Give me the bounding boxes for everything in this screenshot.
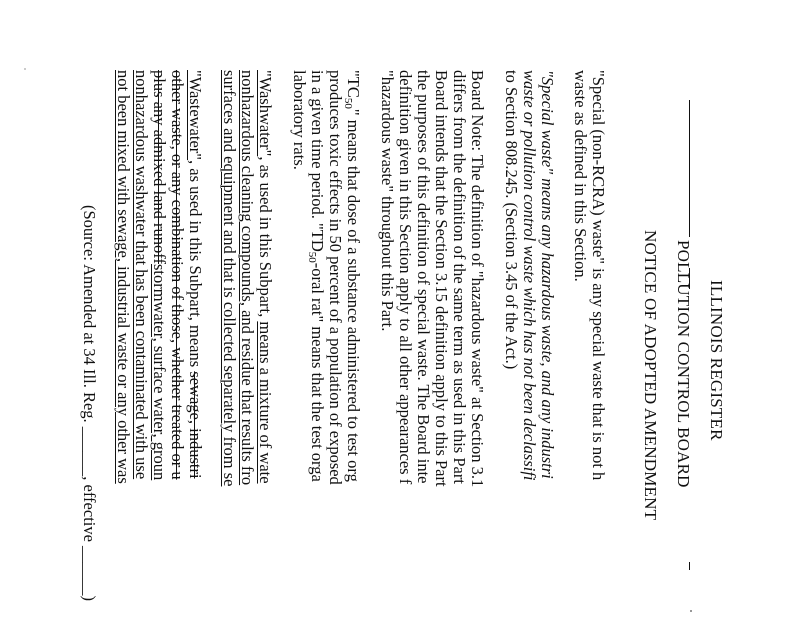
special-waste-line-1 bbox=[538, 70, 556, 479]
washwater-line-1 bbox=[256, 70, 274, 484]
wastewater-line-2: other waste, or any combination of those, whether treated or u bbox=[168, 70, 187, 480]
washwater-scope: , as used in this Subpart, bbox=[256, 156, 275, 322]
wastewater-line-4: nonhazardous washwater that has been contaminated with use bbox=[132, 70, 151, 480]
margin-rule-3 bbox=[689, 562, 690, 570]
margin-rule-1 bbox=[689, 100, 690, 237]
special-waste-text-1: "Special waste" means any hazardous waste, and any industri bbox=[538, 70, 557, 479]
tc50-label: "TC bbox=[344, 70, 363, 98]
board-note-line-5: definition given in this Section apply to all other appearances f bbox=[396, 70, 415, 485]
register-title: ILLINOIS REGISTER bbox=[707, 280, 726, 441]
washwater-line-2: nonhazardous cleaning compounds, and residue that results fro bbox=[238, 70, 257, 486]
source-note: (Source: Amended at 34 Ill. Reg. ______, effective ______) bbox=[80, 205, 99, 602]
td50-text: -oral rat" means that the test orga bbox=[308, 262, 327, 482]
scan-speck-2 bbox=[24, 68, 26, 70]
washwater-term: "Washwater" bbox=[256, 70, 275, 157]
wastewater-line-3 bbox=[150, 70, 168, 480]
tc50-text: " means that dose of a substance administered to test org bbox=[344, 108, 363, 482]
tc50-line-4: laboratory rats. bbox=[290, 70, 309, 170]
td50-subscript: 50 bbox=[306, 251, 318, 263]
tc50-subscript: 50 bbox=[342, 97, 354, 109]
scan-speck bbox=[690, 610, 692, 612]
wastewater-deleted-3: plus any admixed land runoff bbox=[150, 70, 169, 264]
wastewater-line-1 bbox=[186, 70, 204, 479]
special-waste-line-3: to Section 808.245. (Section 3.45 of the Act.) bbox=[502, 70, 521, 370]
tc50-line-2: produces toxic effects in 50 percent of a population of exposed bbox=[326, 70, 345, 485]
board-note-line-3: Board intends that the Section 3.15 definition apply to this Part bbox=[432, 70, 451, 487]
wastewater-line-5: not been mixed with sewage, industrial waste or any other was bbox=[114, 70, 133, 484]
tc50-line-1 bbox=[344, 70, 362, 482]
wastewater-added-3: stormwater, surface water, groun bbox=[150, 264, 169, 481]
board-note-line-2: differs from the definition of the same term as used in this Part bbox=[450, 70, 469, 484]
td50-prefix: in a given time period. "TD bbox=[308, 70, 327, 252]
board-note-line-4: the purposes of this definition of special waste. The Board inte bbox=[414, 70, 433, 484]
wastewater-term: "Wastewater" bbox=[186, 70, 205, 161]
board-note-line-1: Board Note: The definition of "hazardous waste" at Section 3.1 bbox=[468, 70, 487, 488]
board-title: POLLUTION CONTROL BOARD bbox=[674, 240, 693, 488]
washwater-definition-start: means a mixture of wate bbox=[256, 321, 275, 484]
wastewater-deleted-1: sewage, industri bbox=[186, 371, 205, 479]
wastewater-scope: , as used in this Subpart, means bbox=[186, 160, 205, 372]
special-waste-text-2: waste or pollution control waste which has not been declassifi bbox=[520, 70, 539, 481]
board-note-line-6: "hazardous waste" throughout this Part. bbox=[378, 70, 397, 332]
special-nonrcra-line-1: "Special (non-RCRA) waste" is any special waste that is not h bbox=[589, 70, 608, 481]
tc50-line-3 bbox=[308, 70, 326, 482]
special-waste-line-2 bbox=[520, 70, 538, 481]
washwater-line-3: surfaces and equipment and that is collected separately from se bbox=[220, 70, 239, 487]
margin-rule-2 bbox=[689, 268, 690, 289]
rotated-register-page bbox=[80, 70, 726, 618]
notice-title: NOTICE OF ADOPTED AMENDMENT bbox=[641, 230, 660, 521]
special-nonrcra-line-2: waste as defined in this Section. bbox=[571, 70, 590, 282]
